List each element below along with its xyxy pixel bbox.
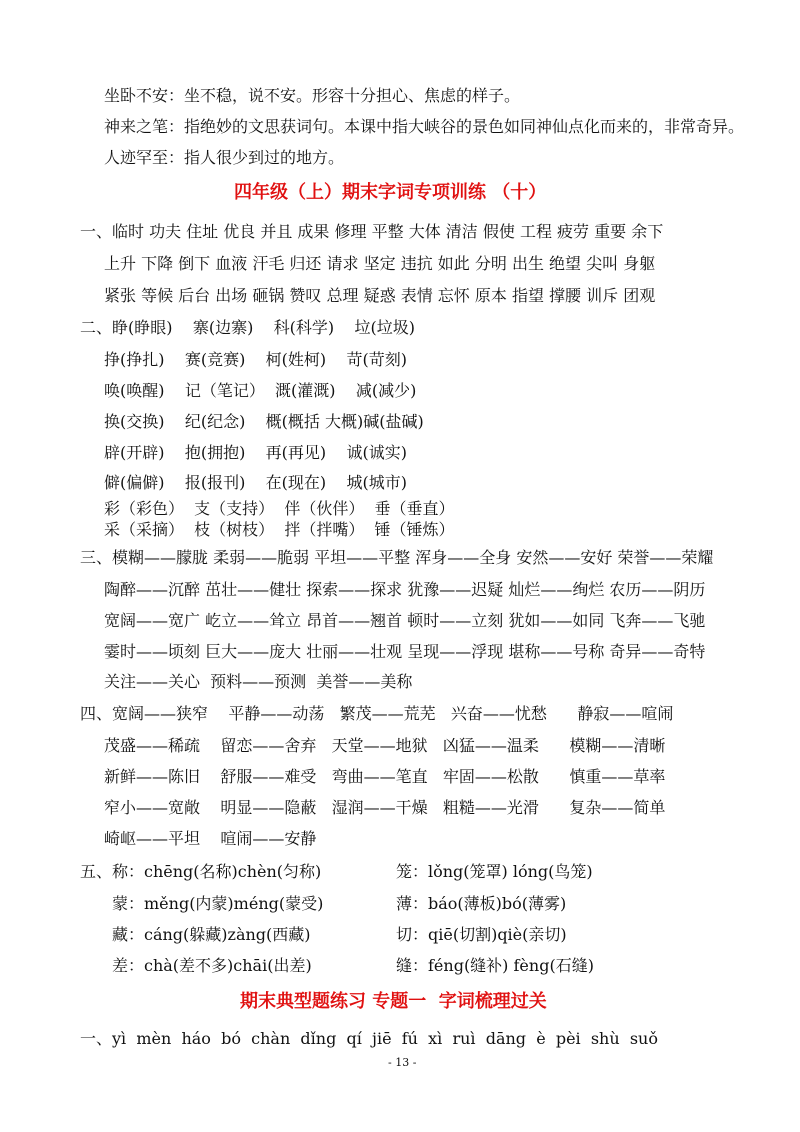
word-list-line: 一、临时 功夫 住址 优良 并且 成果 修理 平整 大体 清洁 假使 工程 疲劳 重要 余下 bbox=[80, 222, 664, 241]
char-group-line: 彩（彩色） 支（支持） 伴（伙伴） 垂（垂直） bbox=[104, 499, 455, 518]
char-group-line: 唤(唤醒) 记（笔记） 溉(灌溉) 减(减少) bbox=[104, 381, 417, 400]
char-group-line: 僻(偏僻) 报(报刊) 在(现在) 城(城市) bbox=[104, 473, 407, 492]
synonym-line: 陶醉——沉醉 茁壮——健壮 探索——探求 犹豫——迟疑 灿烂——绚烂 农历——阴历 bbox=[104, 580, 706, 599]
polyphone-line: 切：qiē(切割)qiè(亲切) bbox=[396, 925, 567, 944]
char-group-line: 换(交换) 纪(纪念) 概(概括 大概)碱(盐碱) bbox=[104, 412, 424, 431]
polyphone-line: 缝：féng(缝补) fèng(石缝) bbox=[396, 956, 594, 975]
synonym-line: 关注——关心 预料——预测 美誉——美称 bbox=[104, 672, 413, 691]
word-list-line: 紧张 等候 后台 出场 砸锅 赞叹 总理 疑惑 表情 忘怀 原本 指望 撑腰 训斥 团观 bbox=[104, 286, 656, 305]
word-list-line: 上升 下降 倒下 血液 汗毛 归还 请求 坚定 违抗 如此 分明 出生 绝望 尖叫 身躯 bbox=[104, 254, 656, 273]
polyphone-line: 差：chà(差不多)chāi(出差) bbox=[112, 956, 312, 975]
antonym-line: 窄小——宽敞 明显——隐蔽 湿润——干燥 粗糙——光滑 复杂——简单 bbox=[104, 798, 666, 817]
definition-line: 坐卧不安：坐不稳，说不安。形容十分担心、焦虑的样子。 bbox=[104, 86, 521, 105]
synonym-line: 宽阔——宽广 屹立——耸立 昂首——翘首 顿时——立刻 犹如——如同 飞奔——飞驰 bbox=[104, 611, 706, 630]
definition-line: 神来之笔：指绝妙的文思获词句。本课中指大峡谷的景色如同神仙点化而来的，非常奇异。 bbox=[104, 117, 745, 136]
pinyin-line: 一、yì mèn háo bó chàn dǐng qí jiē fú xì ruì dāng è pèi shù suǒ bbox=[80, 1029, 658, 1048]
polyphone-line: 蒙：měng(内蒙)méng(蒙受) bbox=[112, 894, 324, 913]
antonym-line: 茂盛——稀疏 留恋——舍弃 天堂——地狱 凶猛——温柔 模糊——清晰 bbox=[104, 736, 666, 755]
page-number: - 13 - bbox=[388, 1056, 417, 1069]
char-group-line: 挣(挣扎) 赛(竞赛) 柯(姓柯) 苛(苛刻) bbox=[104, 350, 407, 369]
char-group-line: 辟(开辟) 抱(拥抱) 再(再见) 诚(诚实) bbox=[104, 443, 407, 462]
definition-line: 人迹罕至：指人很少到过的地方。 bbox=[104, 148, 345, 167]
polyphone-line: 藏：cáng(躲藏)zàng(西藏) bbox=[112, 925, 311, 944]
polyphone-line: 薄：báo(薄板)bó(薄雾) bbox=[396, 894, 567, 913]
polyphone-line: 笼：lǒng(笼罩) lóng(鸟笼) bbox=[396, 862, 593, 881]
antonym-line: 新鲜——陈旧 舒服——难受 弯曲——笔直 牢固——松散 慎重——草率 bbox=[104, 767, 666, 786]
section-title: 四年级（上）期末字词专项训练 （十） bbox=[234, 182, 547, 203]
char-group-line: 采（采摘） 枝（树枝） 拌（拌嘴） 锤（锤炼） bbox=[104, 520, 455, 539]
char-group-line: 二、睁(睁眼) 寨(边寨) 科(科学) 垃(垃圾) bbox=[80, 318, 415, 337]
antonym-line: 崎岖——平坦 喧闹——安静 bbox=[104, 829, 317, 848]
polyphone-line: 五、称：chēng(名称)chèn(匀称) bbox=[80, 862, 322, 881]
synonym-line: 霎时——顷刻 巨大——庞大 壮丽——壮观 呈现——浮现 堪称——号称 奇异——奇特 bbox=[104, 642, 706, 661]
antonym-line: 四、宽阔——狭窄 平静——动荡 繁茂——荒芜 兴奋——忧愁 静寂——喧闹 bbox=[80, 704, 674, 723]
synonym-line: 三、模糊——朦胧 柔弱——脆弱 平坦——平整 浑身——全身 安然——安好 荣誉——荣耀 bbox=[80, 548, 714, 567]
section-title: 期末典型题练习 专题一 字词梳理过关 bbox=[240, 991, 547, 1012]
